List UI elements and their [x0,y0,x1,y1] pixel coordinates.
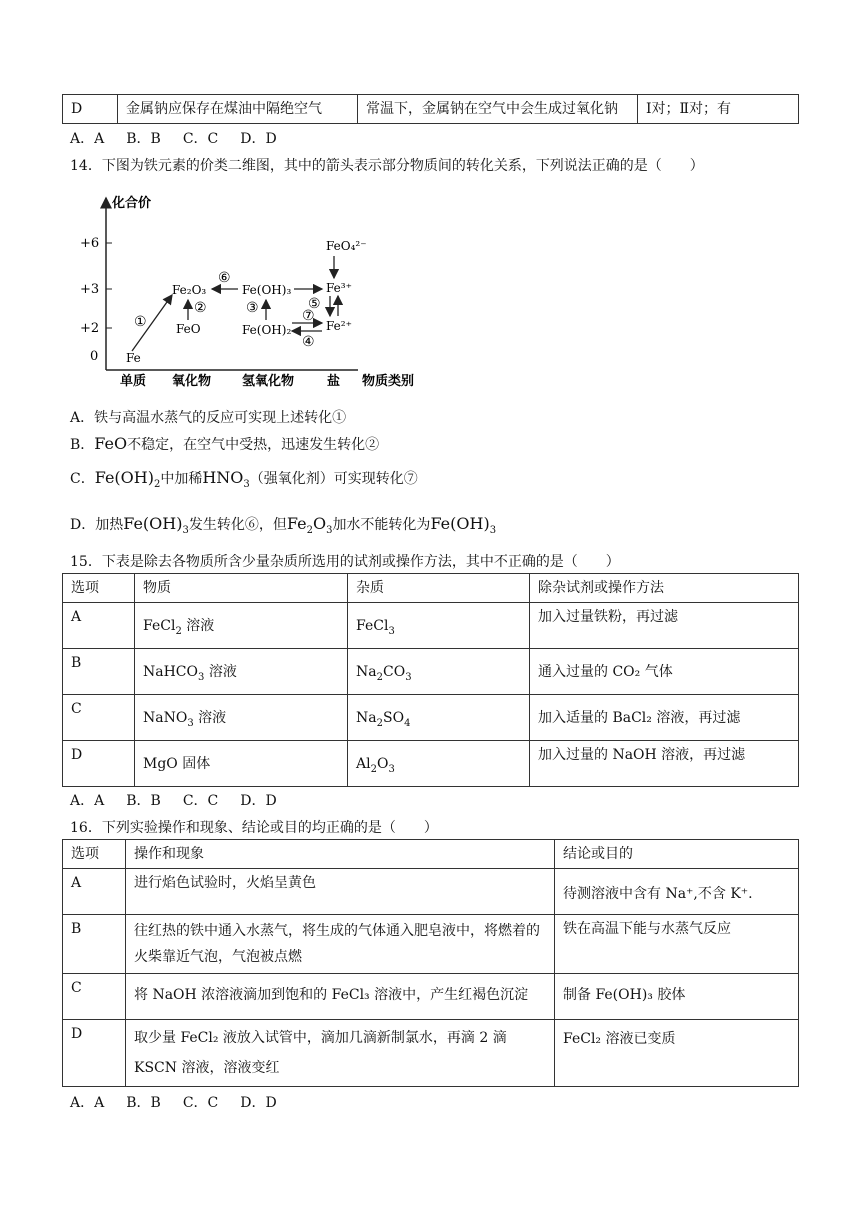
option-cell: B [63,649,135,695]
formula: Fe [286,514,307,533]
header-cell: 杂质 [348,574,530,603]
table-row [63,741,799,787]
option-c[interactable]: C．C [182,1095,219,1111]
q14-option-c[interactable] [70,468,418,490]
formula: HNO [202,468,244,487]
impurity-cell [348,649,530,695]
header-cell: 选项 [63,840,126,869]
subscript: 2 [376,717,383,729]
species-feo: FeO [176,322,201,336]
option-prefix: D．加热 [70,517,124,533]
formula: Fe(OH) [94,468,154,487]
option-text: 中加稀 [160,471,203,487]
table-row [63,1020,799,1087]
option-text: （强氧化剂）可实现转化⑦ [249,471,418,487]
substance-text: 溶液 [181,618,215,634]
arrow-label: ⑤ [308,296,321,312]
row-label: D [63,95,118,124]
option-d[interactable]: D．D [240,793,277,809]
arrow-label: ⑥ [218,270,231,286]
option-a[interactable]: A．A [70,1095,105,1111]
operation-cell: 进行焰色试验时，火焰呈黄色 [126,869,555,915]
formula: Fe(OH) [123,514,183,533]
q14-stem: 14．下图为铁元素的价类二维图，其中的箭头表示部分物质间的转化关系，下列说法正确的是（ ） [70,158,704,174]
option-prefix: C． [70,471,95,487]
subscript: 2 [175,625,182,637]
substance-text: 固体 [177,756,211,772]
iron-valence-diagram [76,188,436,388]
conclusion-cell: FeCl₂ 溶液已变质 [555,1020,799,1087]
q13-table-tail [62,94,799,124]
header-cell: 除杂试剂或操作方法 [530,574,799,603]
option-c[interactable]: C．C [182,793,219,809]
subscript: 2 [376,671,383,683]
operation-cell: 取少量 FeCl₂ 液放入试管中，滴加几滴新制氯水，再滴 2 滴 KSCN 溶液，溶液变红 [126,1020,555,1087]
table-header-row [63,574,799,603]
answer-options [70,128,299,148]
formula: Na [356,710,377,726]
table-row [63,869,799,915]
substance-text: 溶液 [204,664,237,680]
subscript: 3 [388,625,395,637]
option-cell: D [63,1020,126,1087]
q15-table [62,573,799,787]
arrow-label: ② [194,300,207,316]
table-row [63,603,799,649]
table-row [63,95,799,124]
option-d[interactable]: D．D [240,1095,277,1111]
formula: Na [356,664,377,680]
y-axis-title: 化合价 [112,196,152,211]
header-cell: 选项 [63,574,135,603]
impurity-cell [348,741,530,787]
y-tick: +6 [80,236,100,251]
q15-stem: 15．下表是除去各物质所含少量杂质所选用的试剂或操作方法，其中不正确的是（ ） [70,554,620,570]
species-fe2plus: Fe²⁺ [326,319,352,333]
species-fe2o3: Fe₂O₃ [172,283,207,297]
formula: MgO [143,756,178,772]
subscript: 2 [153,478,161,490]
method-cell: 加入适量的 BaCl₂ 溶液，再过滤 [530,695,799,741]
option-d[interactable]: D．D [240,131,277,147]
formula: NaNO [143,710,188,726]
option-b[interactable]: B．B [126,131,161,147]
formula: FeCl [143,618,176,634]
substance-cell [135,741,348,787]
option-text: 加水不能转化为 [332,517,431,533]
option-a[interactable]: A．A [70,793,105,809]
option-cell: B [63,915,126,974]
species-fe3plus: Fe³⁺ [326,281,352,295]
subscript: 3 [198,671,205,683]
conclusion-cell: 铁在高温下能与水蒸气反应 [555,915,799,974]
arrow-label: ① [134,314,147,330]
q16-table [62,839,799,1087]
option-cell: A [63,869,126,915]
subscript: 2 [306,524,313,536]
subscript: 3 [182,524,189,536]
option-cell: C [63,695,135,741]
subscript: 3 [326,524,333,536]
subscript: 4 [404,717,411,729]
x-label: 盐 [327,374,341,388]
substance-text: 溶液 [193,710,227,726]
arrow-label: ⑦ [302,308,315,324]
method-cell: 加入过量铁粉，再过滤 [530,603,799,649]
option-c[interactable]: C．C [182,131,219,147]
y-tick: +3 [80,282,100,297]
answer-options [70,1092,299,1112]
species-feo4: FeO₄²⁻ [326,239,367,253]
operation-cell: 往红热的铁中通入水蒸气，将生成的气体通入肥皂液中，将燃着的火柴靠近气泡，气泡被点燃 [126,915,555,974]
x-label: 氧化物 [172,374,212,388]
subscript: 3 [388,763,395,775]
formula: NaHCO [143,664,198,680]
method-cell: 通入过量的 CO₂ 气体 [530,649,799,695]
option-cell: D [63,741,135,787]
option-cell: C [63,974,126,1020]
option-cell: A [63,603,135,649]
x-label: 物质类别 [362,374,415,388]
answer-options [70,790,299,810]
table-row [63,974,799,1020]
option-a[interactable]: A．A [70,131,105,147]
header-cell: 物质 [135,574,348,603]
x-label: 单质 [120,374,147,388]
table-header-row [63,840,799,869]
substance-cell [135,603,348,649]
x-label: 氢氧化物 [242,374,295,388]
formula: Al [356,756,371,772]
formula: FeO [94,434,128,453]
formula: Fe(OH) [430,514,490,533]
row-cell: Ⅰ对；Ⅱ对；有 [638,95,799,124]
arrow-label: ④ [302,334,315,350]
subscript: 3 [187,717,194,729]
formula: FeCl [356,618,389,634]
y-tick: 0 [90,349,99,364]
option-text: 不稳定，在空气中受热，迅速发生转化② [127,437,380,453]
formula: CO [382,664,406,680]
q14-option-b[interactable] [70,434,379,454]
option-text: 发生转化⑥，但 [188,517,287,533]
option-b[interactable]: B．B [126,1095,161,1111]
substance-cell [135,695,348,741]
formula: O [312,514,327,533]
y-tick: +2 [80,321,100,336]
subscript: 3 [489,524,497,536]
formula: O [376,756,389,772]
subscript: 3 [405,671,412,683]
arrow-label: ③ [246,300,259,316]
conclusion-cell: 制备 Fe(OH)₃ 胶体 [555,974,799,1020]
header-cell: 操作和现象 [126,840,555,869]
q14-option-d[interactable] [70,514,496,536]
impurity-cell [348,603,530,649]
table-row [63,915,799,974]
table-row [63,649,799,695]
conclusion-cell: 待测溶液中含有 Na⁺,不含 K⁺. [555,869,799,915]
q16-stem: 16．下列实验操作和现象、结论或目的均正确的是（ ） [70,820,438,836]
species-feoh2: Fe(OH)₂ [242,323,292,337]
row-cell: 金属钠应保存在煤油中隔绝空气 [118,95,358,124]
species-feoh3: Fe(OH)₃ [242,283,292,297]
row-cell: 常温下，金属钠在空气中会生成过氧化钠 [358,95,638,124]
method-cell: 加入过量的 NaOH 溶液，再过滤 [530,741,799,787]
species-fe: Fe [126,351,141,365]
subscript: 3 [243,478,250,490]
option-prefix: B． [70,437,95,453]
subscript: 2 [370,763,377,775]
impurity-cell [348,695,530,741]
option-b[interactable]: B．B [126,793,161,809]
formula: SO [382,710,405,726]
substance-cell [135,649,348,695]
table-row [63,695,799,741]
q14-option-a[interactable]: A．铁与高温水蒸气的反应可实现上述转化① [70,410,347,426]
header-cell: 结论或目的 [555,840,799,869]
operation-cell: 将 NaOH 浓溶液滴加到饱和的 FeCl₃ 溶液中，产生红褐色沉淀 [126,974,555,1020]
